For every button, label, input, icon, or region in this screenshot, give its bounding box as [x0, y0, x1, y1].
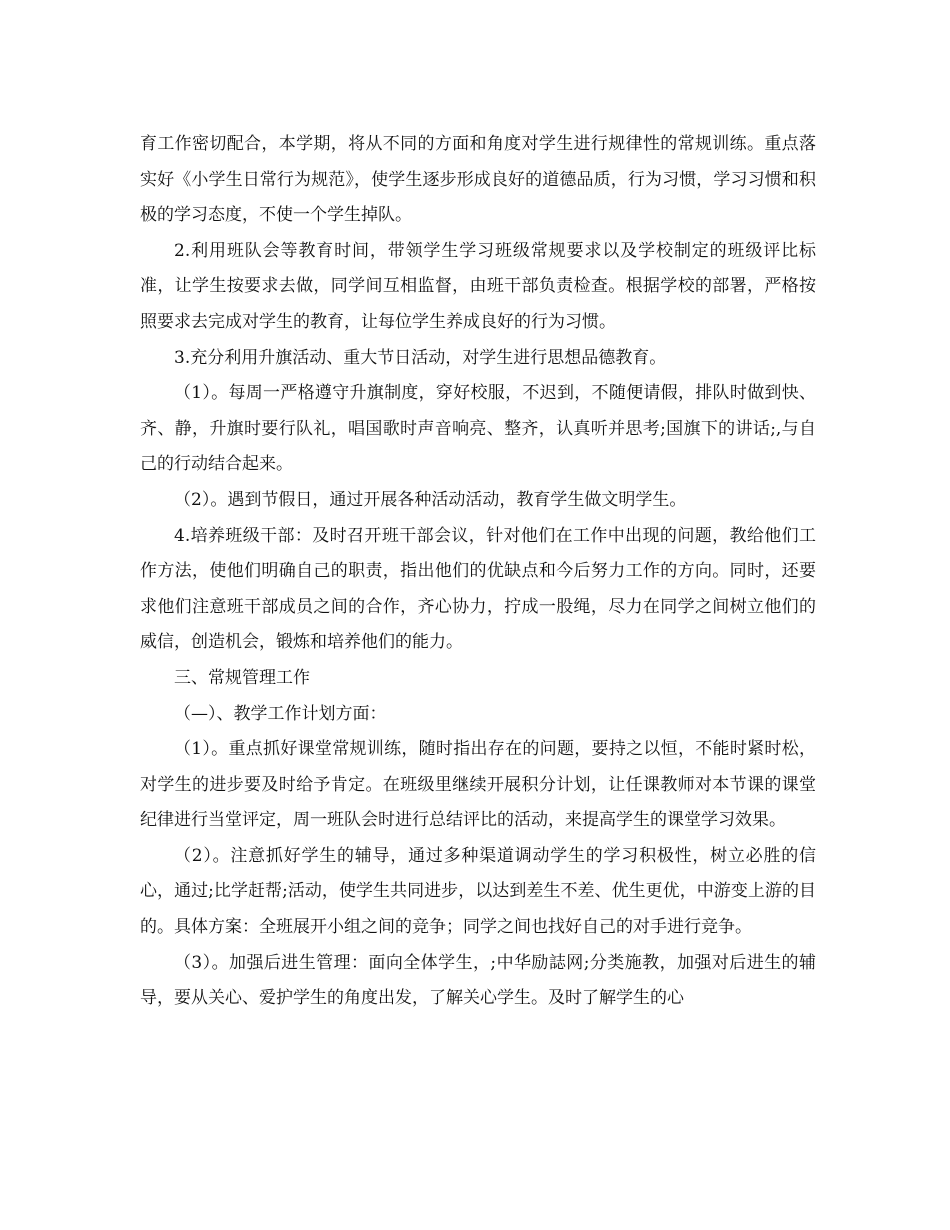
- section-heading: 三、常规管理工作: [174, 667, 310, 688]
- paragraph-item-2: 2.利用班队会等教育时间，带领学生学习班级常规要求以及学校制定的班级评比标准，让学生按要求去做，同学间互相监督，由班干部负责检查。根据学校的部署，严格按照要求去完成对学生的教育，让每位学生养成良好的行为习惯。: [140, 240, 816, 332]
- paragraph-item-3: 3.充分利用升旗活动、重大节日活动，对学生进行思想品德教育。: [174, 347, 667, 368]
- paragraph-teaching-1: （1）。重点抓好课堂常规训练，随时指出存在的问题，要持之以恒，不能时紧时松，对学生的进步要及时给予肯定。在班级里继续开展积分计划，让任课教师对本节课的课堂纪律进行当堂评定，周一班队会时进行总结评比的活动，来提高学生的课堂学习效果。: [140, 739, 816, 831]
- paragraph-teaching-3: （3）。加强后进生管理：面向全体学生，;中华励誌网;分类施教，加强对后进生的辅导，要从关心、爱护学生的角度出发，了解关心学生。及时了解学生的心: [140, 952, 816, 1009]
- subsection-heading: （—）、教学工作计划方面：: [174, 703, 387, 724]
- document-body: [140, 127, 816, 1017]
- paragraph-teaching-2: （2）。注意抓好学生的辅导，通过多种渠道调动学生的学习积极性，树立必胜的信心，通过;比学赶帮;活动，使学生共同进步，以达到差生不差、优生更优，中游变上游的目的。具体方案：全班展开小组之间的竞争；同学之间也找好自己的对手进行竞争。: [140, 845, 816, 938]
- paragraph-subitem-1: （1）。每周一严格遵守升旗制度，穿好校服，不迟到，不随便请假，排队时做到快、齐、静，升旗时要行队礼，唱国歌时声音响亮、整齐，认真听并思考;国旗下的讲话;,与自己的行动结合起来。: [140, 383, 816, 475]
- paragraph-subitem-2: （2）。遇到节假日，通过开展各种活动活动，教育学生做文明学生。: [174, 489, 687, 510]
- paragraph-continuation: 育工作密切配合，本学期，将从不同的方面和角度对学生进行规律性的常规训练。重点落实好《小学生日常行为规范》，使学生逐步形成良好的道德品质，行为习惯，学习习惯和积极的学习态度，不使一个学生掉队。: [140, 134, 816, 226]
- paragraph-item-4: 4.培养班级干部：及时召开班干部会议，针对他们在工作中出现的问题，教给他们工作方法，使他们明确自己的职责，指出他们的优缺点和今后努力工作的方向。同时，还要求他们注意班干部成员之间的合作，齐心协力，拧成一股绳，尽力在同学之间树立他们的威信，创造机会，锻炼和培养他们的能力。: [140, 525, 816, 653]
